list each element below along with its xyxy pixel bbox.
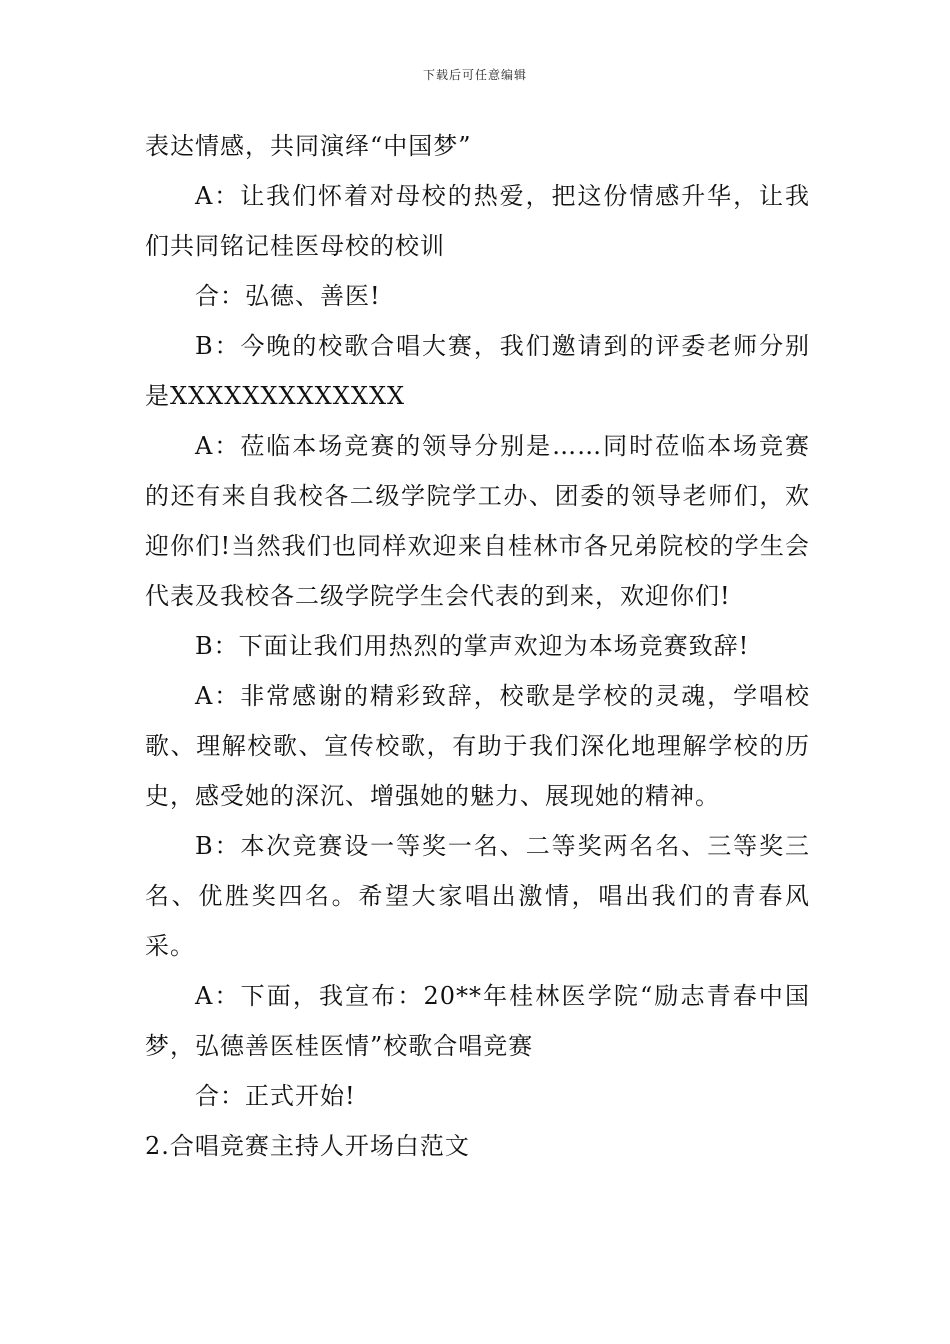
paragraph-together-start: 合：正式开始! <box>195 1082 356 1110</box>
paragraph-host-b-awards: B：本次竞赛设一等奖一名、二等奖两名名、三等奖三名、优胜奖四名。希望大家唱出激情，唱出我们的青春风采。 <box>145 832 810 960</box>
paragraph-host-a-announce: A：下面，我宣布：20**年桂林医学院“励志青春中国梦，弘德善医桂医情”校歌合唱竞赛 <box>145 982 810 1060</box>
paragraph-host-a-leaders: A：莅临本场竞赛的领导分别是……同时莅临本场竞赛的还有来自我校各二级学院学工办、团委的领导老师们，欢迎你们!当然我们也同样欢迎来自桂林市各兄弟院校的学生会代表及我校各二级学院学生会代表的到来，欢迎你们! <box>145 432 810 610</box>
document-body <box>145 121 810 1171</box>
paragraph-continuation: 表达情感，共同演绎“中国梦” <box>145 132 472 160</box>
paragraph-host-b-speech: B：下面让我们用热烈的掌声欢迎为本场竞赛致辞! <box>195 632 750 660</box>
page-header-note: 下载后可任意编辑 <box>422 68 527 82</box>
paragraph-together-motto: 合：弘德、善医! <box>195 282 381 310</box>
paragraph-host-a-school-song: A：非常感谢的精彩致辞，校歌是学校的灵魂，学唱校歌、理解校歌、宣传校歌，有助于我们深化地理解学校的历史，感受她的深沉、增强她的魅力、展现她的精神。 <box>145 682 810 810</box>
paragraph-host-a-school-motto: A：让我们怀着对母校的热爱，把这份情感升华，让我们共同铭记桂医母校的校训 <box>145 182 810 260</box>
paragraph-host-b-judges: B：今晚的校歌合唱大赛，我们邀请到的评委老师分别是XXXXXXXXXXXXX <box>145 332 810 410</box>
section-heading: 2.合唱竞赛主持人开场白范文 <box>145 1132 470 1160</box>
